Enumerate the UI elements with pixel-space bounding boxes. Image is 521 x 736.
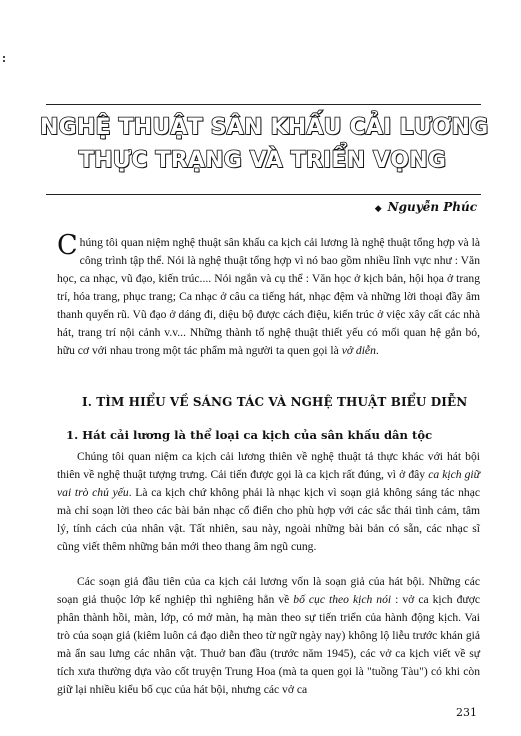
scan-speck [3, 56, 6, 66]
section-heading: I. TÌM HIỂU VỀ SÁNG TÁC VÀ NGHỆ THUẬT BIỂU DIỄN [82, 395, 468, 409]
subsection-heading: 1. Hát cải lương là thể loại ca kịch của sân khấu dân tộc [66, 428, 433, 442]
title-rule-top [46, 104, 481, 105]
page-number: 231 [456, 706, 477, 719]
intro-paragraph: Chúng tôi quan niệm nghệ thuật sân khấu ca kịch cải lương là nghệ thuật tổng hợp và là công trình tập thể. Nói là nghệ thuật tổng hợp vì nó bao gồm nhiều lĩnh vực như : Văn học, ca nhạc, vũ đạo, kiến trúc.... Nói ngắn và cụ thể : Văn học ở kịch bản, hội họa ở trang trí, hóa trang, phục trang; Ca nhạc ở câu ca tiếng hát, nhạc đệm và những lời thoại đầy âm thanh quyến rũ. Vũ đạo ở dáng đi, diệu bộ được cách điệu, kiến trúc ở việc xây cất các nhà hát, trang trí nội cảnh v.v... Những thành tố nghệ thuật thiết yếu có mối quan hệ gắn bó, hữu cơ với nhau trong một tác phẩm mà người ta quen gọi là vở diễn. [57, 230, 480, 357]
body-paragraph-2: Các soạn giả đầu tiên của ca kịch cải lương vốn là soạn giả của hát bội. Những các soạn giả thuộc lớp kế nghiệp thì nghiêng hẳn về bố cục theo kịch nói : vở ca kịch được phân thành hồi, màn, lớp, có mở màn, hạ màn theo sự tiến triển của hành động kịch. Vai trò của soạn giả (kiêm luôn cả đạo diễn theo từ ngữ ngày nay) không lộ liễu trước khán giả mà ẩn sau lưng các nhân vật. Thuở ban đầu (trước năm 1945), các vở ca kịch viết về sự tích xưa thường dựa vào cốt truyện Trung Hoa (mà ta quen gọi là "tuồng Tàu") có khi còn giữ lại nhiều kiểu bố cục của hát bội, nhưng các vở ca [57, 575, 480, 696]
drop-cap: C [57, 230, 78, 261]
author-byline [375, 200, 477, 214]
bullet-icon: ◆ [374, 204, 382, 214]
article-title-line-2: THỰC TRẠNG VÀ TRIỂN VỌNG [78, 148, 447, 173]
article-title-line-1: NGHỆ THUẬT SÂN KHẤU CẢI LƯƠNG [40, 115, 489, 140]
title-rule-bottom [46, 194, 481, 195]
author-name: Nguyễn Phúc [387, 200, 477, 214]
body-paragraph-1: Chúng tôi quan niệm ca kịch cải lương thiên về nghệ thuật tả thực khác với hát bội thiên về nghệ thuật tượng trưng. Cải tiến được gọi là ca kịch rất đúng, vì ở đây ca kịch giữ vai trò chủ yếu. Là ca kịch chứ không phải là nhạc kịch vì soạn giả không sáng tác nhạc mà chỉ soạn lời theo các bài bản nhạc cổ điển cho phù hợp với các sắc thái tình cảm, tâm lý, tính cách của nhân vật. Tất nhiên, sau này, ngoài những bài bản có sẵn, các nhạc sĩ cũng viết thêm những bản mới theo thang âm ngũ cung. [57, 450, 480, 553]
